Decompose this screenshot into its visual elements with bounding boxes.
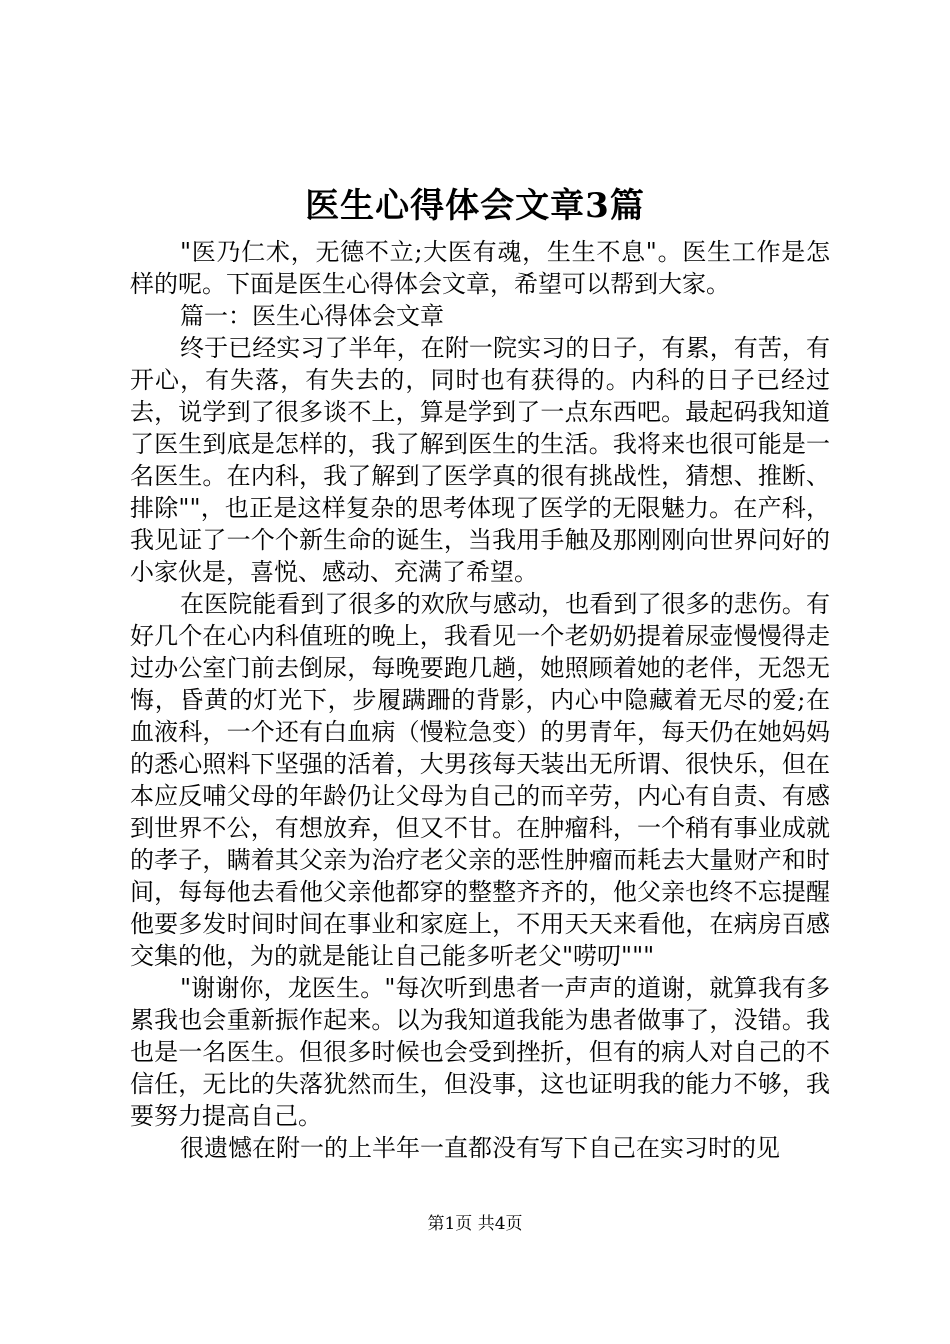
section-heading: 篇一：医生心得体会文章 (180, 302, 444, 330)
paragraph: 很遗憾在附一的上半年一直都没有写下自己在实习时的见 (180, 1134, 780, 1162)
paragraph: "谢谢你，龙医生。"每次听到患者一声声的道谢，就算我有多累我也会重新振作起来。以为我知道我能为患者做事了，没错。我也是一名医生。但很多时候也会受到挫折，但有的病人对自己的不信任，无比的失落犹然而生，但没事，这也证明我的能力不够，我要努力提高自己。 (130, 974, 830, 1130)
document-body (130, 236, 830, 1164)
paragraph-intro: "医乃仁术，无德不立;大医有魂，生生不息"。医生工作是怎样的呢。下面是医生心得体会文章，希望可以帮到大家。 (130, 238, 830, 298)
document-title: 医生心得体会文章3篇 (305, 186, 645, 226)
paragraph: 在医院能看到了很多的欢欣与感动，也看到了很多的悲伤。有好几个在心内科值班的晚上，我看见一个老奶奶提着尿壶慢慢得走过办公室门前去倒尿，每晚要跑几趟，她照顾着她的老伴，无怨无悔，昏黄的灯光下，步履蹒跚的背影，内心中隐藏着无尽的爱;在血液科，一个还有白血病（慢粒急变）的男青年，每天仍在她妈妈的悉心照料下坚强的活着，大男孩每天装出无所谓、很快乐，但在本应反哺父母的年龄仍让父母为自己的而辛劳，内心有自责、有感到世界不公，有想放弃，但又不甘。在肿瘤科，一个稍有事业成就的孝子，瞒着其父亲为治疗老父亲的恶性肿瘤而耗去大量财产和时间，每每他去看他父亲他都穿的整整齐齐的，他父亲也终不忘提醒他要多发时间时间在事业和家庭上，不用天天来看他，在病房百感交集的他，为的就是能让自己能多听老父"唠叨""" (130, 590, 830, 970)
page-footer: 第1页 共4页 (427, 1214, 523, 1234)
paragraph: 终于已经实习了半年，在附一院实习的日子，有累，有苦，有开心，有失落，有失去的，同时也有获得的。内科的日子已经过去，说学到了很多谈不上，算是学到了一点东西吧。最起码我知道了医生到底是怎样的，我了解到医生的生活。我将来也很可能是一名医生。在内科，我了解到了医学真的很有挑战性，猜想、推断、排除""，也正是这样复杂的思考体现了医学的无限魅力。在产科，我见证了一个个新生命的诞生，当我用手触及那刚刚向世界问好的小家伙是，喜悦、感动、充满了希望。 (130, 334, 830, 586)
